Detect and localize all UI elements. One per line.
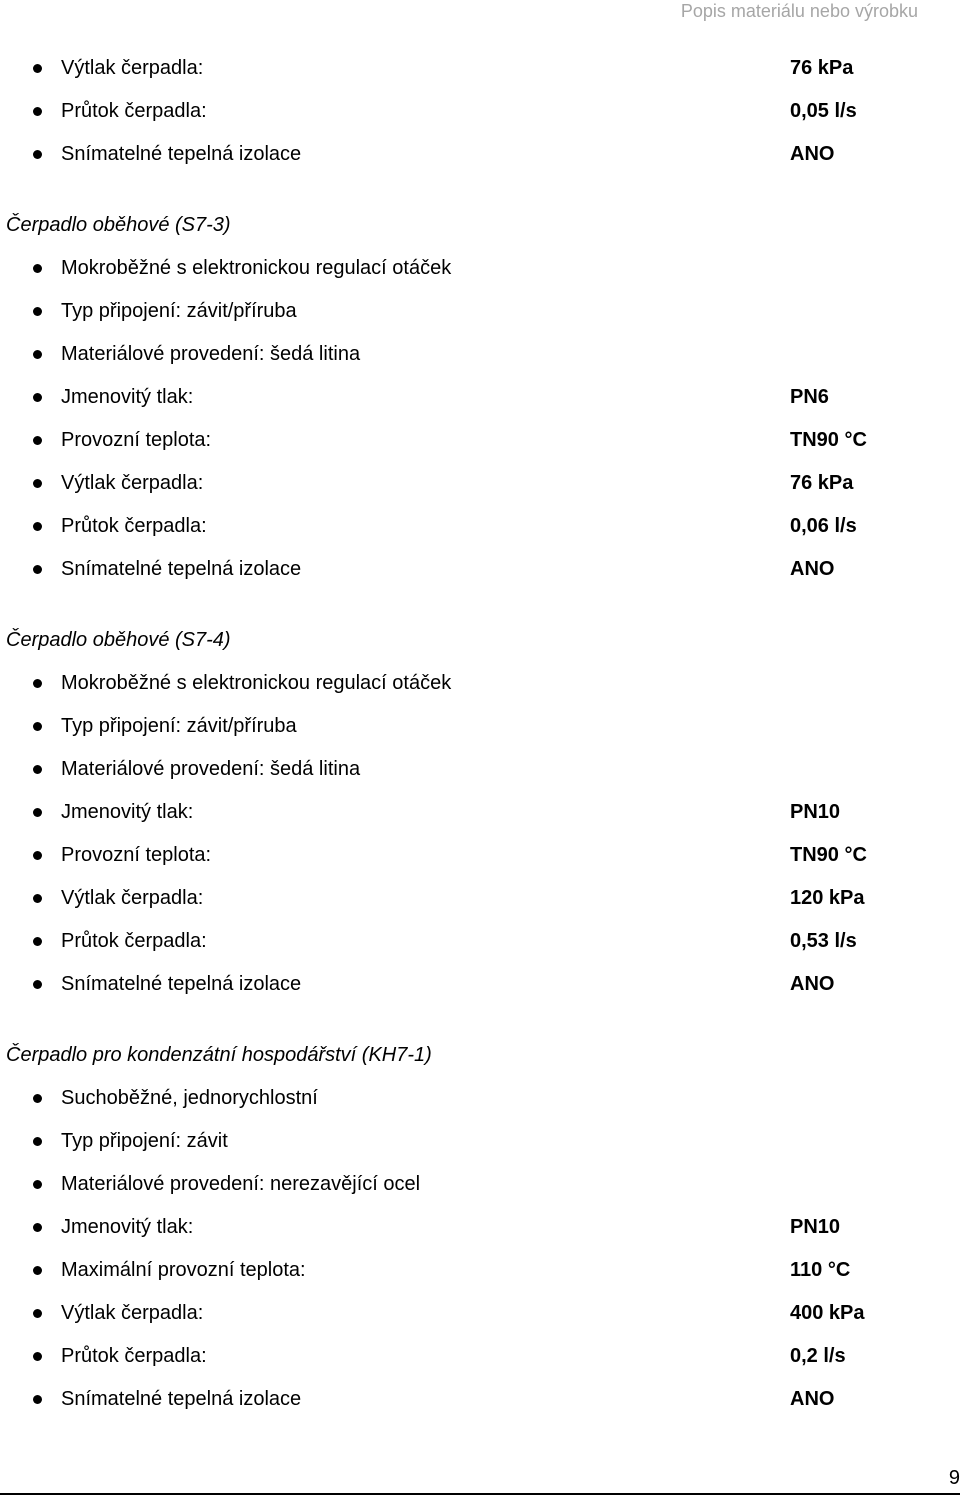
item-label: Snímatelné tepelná izolace bbox=[61, 1388, 302, 1410]
item-label: Jmenovitý tlak: bbox=[61, 386, 194, 408]
document-body bbox=[0, 47, 960, 1421]
item-label: Jmenovitý tlak: bbox=[61, 1216, 194, 1238]
list-item bbox=[0, 419, 960, 462]
list-item bbox=[0, 662, 960, 705]
list-item bbox=[0, 47, 960, 90]
footer-divider bbox=[0, 1493, 960, 1495]
item-value: PN10 bbox=[790, 1216, 841, 1238]
bullet-icon bbox=[33, 894, 42, 903]
item-value: TN90 °C bbox=[790, 429, 867, 451]
item-label: Snímatelné tepelná izolace bbox=[61, 558, 302, 580]
item-value: 110 °C bbox=[790, 1259, 851, 1281]
section-title: Čerpadlo oběhové (S7-3) bbox=[6, 214, 231, 236]
bullet-icon bbox=[33, 307, 42, 316]
list-item bbox=[0, 834, 960, 877]
bullet-icon bbox=[33, 1094, 42, 1103]
list-item bbox=[0, 505, 960, 548]
bullet-icon bbox=[33, 1180, 42, 1189]
list-item bbox=[0, 290, 960, 333]
list-item bbox=[0, 748, 960, 791]
item-value: 0,05 l/s bbox=[790, 100, 857, 122]
item-label: Maximální provozní teplota: bbox=[61, 1259, 306, 1281]
list-item bbox=[0, 247, 960, 290]
list-item bbox=[0, 1077, 960, 1120]
item-label: Výtlak čerpadla: bbox=[61, 57, 204, 79]
item-value: PN6 bbox=[790, 386, 829, 408]
item-value: 0,2 l/s bbox=[790, 1345, 846, 1367]
item-value: 400 kPa bbox=[790, 1302, 865, 1324]
bullet-icon bbox=[33, 808, 42, 817]
item-label: Průtok čerpadla: bbox=[61, 930, 207, 952]
bullet-icon bbox=[33, 937, 42, 946]
item-label: Výtlak čerpadla: bbox=[61, 1302, 204, 1324]
section-title: Čerpadlo oběhové (S7-4) bbox=[6, 629, 231, 651]
item-value: ANO bbox=[790, 1388, 835, 1410]
spec-section-s7-3 bbox=[0, 204, 960, 591]
bullet-icon bbox=[33, 765, 42, 774]
item-label: Snímatelné tepelná izolace bbox=[61, 143, 302, 165]
list-item bbox=[0, 1378, 960, 1421]
list-item bbox=[0, 133, 960, 176]
spec-section-s7-4 bbox=[0, 619, 960, 1006]
bullet-icon bbox=[33, 722, 42, 731]
bullet-icon bbox=[33, 64, 42, 73]
item-label: Jmenovitý tlak: bbox=[61, 801, 194, 823]
bullet-icon bbox=[33, 393, 42, 402]
item-value: ANO bbox=[790, 973, 835, 995]
list-item bbox=[0, 1206, 960, 1249]
item-label: Materiálové provedení: šedá litina bbox=[61, 343, 361, 365]
item-value: 0,53 l/s bbox=[790, 930, 857, 952]
bullet-icon bbox=[33, 264, 42, 273]
list-item bbox=[0, 548, 960, 591]
list-item bbox=[0, 920, 960, 963]
item-value: 120 kPa bbox=[790, 887, 865, 909]
list-item bbox=[0, 1163, 960, 1206]
bullet-icon bbox=[33, 1352, 42, 1361]
item-label: Průtok čerpadla: bbox=[61, 515, 207, 537]
bullet-icon bbox=[33, 1223, 42, 1232]
item-label: Průtok čerpadla: bbox=[61, 100, 207, 122]
item-label: Snímatelné tepelná izolace bbox=[61, 973, 302, 995]
bullet-icon bbox=[33, 565, 42, 574]
item-label: Výtlak čerpadla: bbox=[61, 887, 204, 909]
item-value: PN10 bbox=[790, 801, 841, 823]
item-label: Typ připojení: závit/příruba bbox=[61, 300, 297, 322]
item-value: TN90 °C bbox=[790, 844, 867, 866]
bullet-icon bbox=[33, 851, 42, 860]
item-label: Typ připojení: závit bbox=[61, 1130, 228, 1152]
item-value: 0,06 l/s bbox=[790, 515, 857, 537]
bullet-icon bbox=[33, 479, 42, 488]
item-value: 76 kPa bbox=[790, 57, 854, 79]
spec-section-continued bbox=[0, 47, 960, 176]
bullet-icon bbox=[33, 436, 42, 445]
list-item bbox=[0, 376, 960, 419]
item-label: Typ připojení: závit/příruba bbox=[61, 715, 297, 737]
item-label: Suchoběžné, jednorychlostní bbox=[61, 1087, 318, 1109]
item-label: Výtlak čerpadla: bbox=[61, 472, 204, 494]
list-item bbox=[0, 1292, 960, 1335]
bullet-icon bbox=[33, 350, 42, 359]
list-item bbox=[0, 791, 960, 834]
item-value: ANO bbox=[790, 143, 835, 165]
list-item bbox=[0, 90, 960, 133]
bullet-icon bbox=[33, 522, 42, 531]
bullet-icon bbox=[33, 1266, 42, 1275]
list-item bbox=[0, 877, 960, 920]
spec-section-kh7-1 bbox=[0, 1034, 960, 1421]
list-item bbox=[0, 333, 960, 376]
bullet-icon bbox=[33, 679, 42, 688]
list-item bbox=[0, 963, 960, 1006]
bullet-icon bbox=[33, 150, 42, 159]
bullet-icon bbox=[33, 980, 42, 989]
section-title: Čerpadlo pro kondenzátní hospodářství (KH7-1) bbox=[6, 1044, 432, 1066]
item-value: 76 kPa bbox=[790, 472, 854, 494]
item-value: ANO bbox=[790, 558, 835, 580]
item-label: Mokroběžné s elektronickou regulací otáček bbox=[61, 257, 452, 279]
page-header: Popis materiálu nebo výrobku bbox=[680, 1, 918, 21]
item-label: Provozní teplota: bbox=[61, 429, 212, 451]
item-label: Materiálové provedení: nerezavějící ocel bbox=[61, 1173, 421, 1195]
item-label: Materiálové provedení: šedá litina bbox=[61, 758, 361, 780]
bullet-icon bbox=[33, 1309, 42, 1318]
item-label: Mokroběžné s elektronickou regulací otáček bbox=[61, 672, 452, 694]
list-item bbox=[0, 1335, 960, 1378]
bullet-icon bbox=[33, 1395, 42, 1404]
list-item bbox=[0, 1249, 960, 1292]
list-item bbox=[0, 462, 960, 505]
list-item bbox=[0, 1120, 960, 1163]
page-number: 9 bbox=[948, 1467, 960, 1489]
bullet-icon bbox=[33, 1137, 42, 1146]
item-label: Provozní teplota: bbox=[61, 844, 212, 866]
item-label: Průtok čerpadla: bbox=[61, 1345, 207, 1367]
bullet-icon bbox=[33, 107, 42, 116]
list-item bbox=[0, 705, 960, 748]
